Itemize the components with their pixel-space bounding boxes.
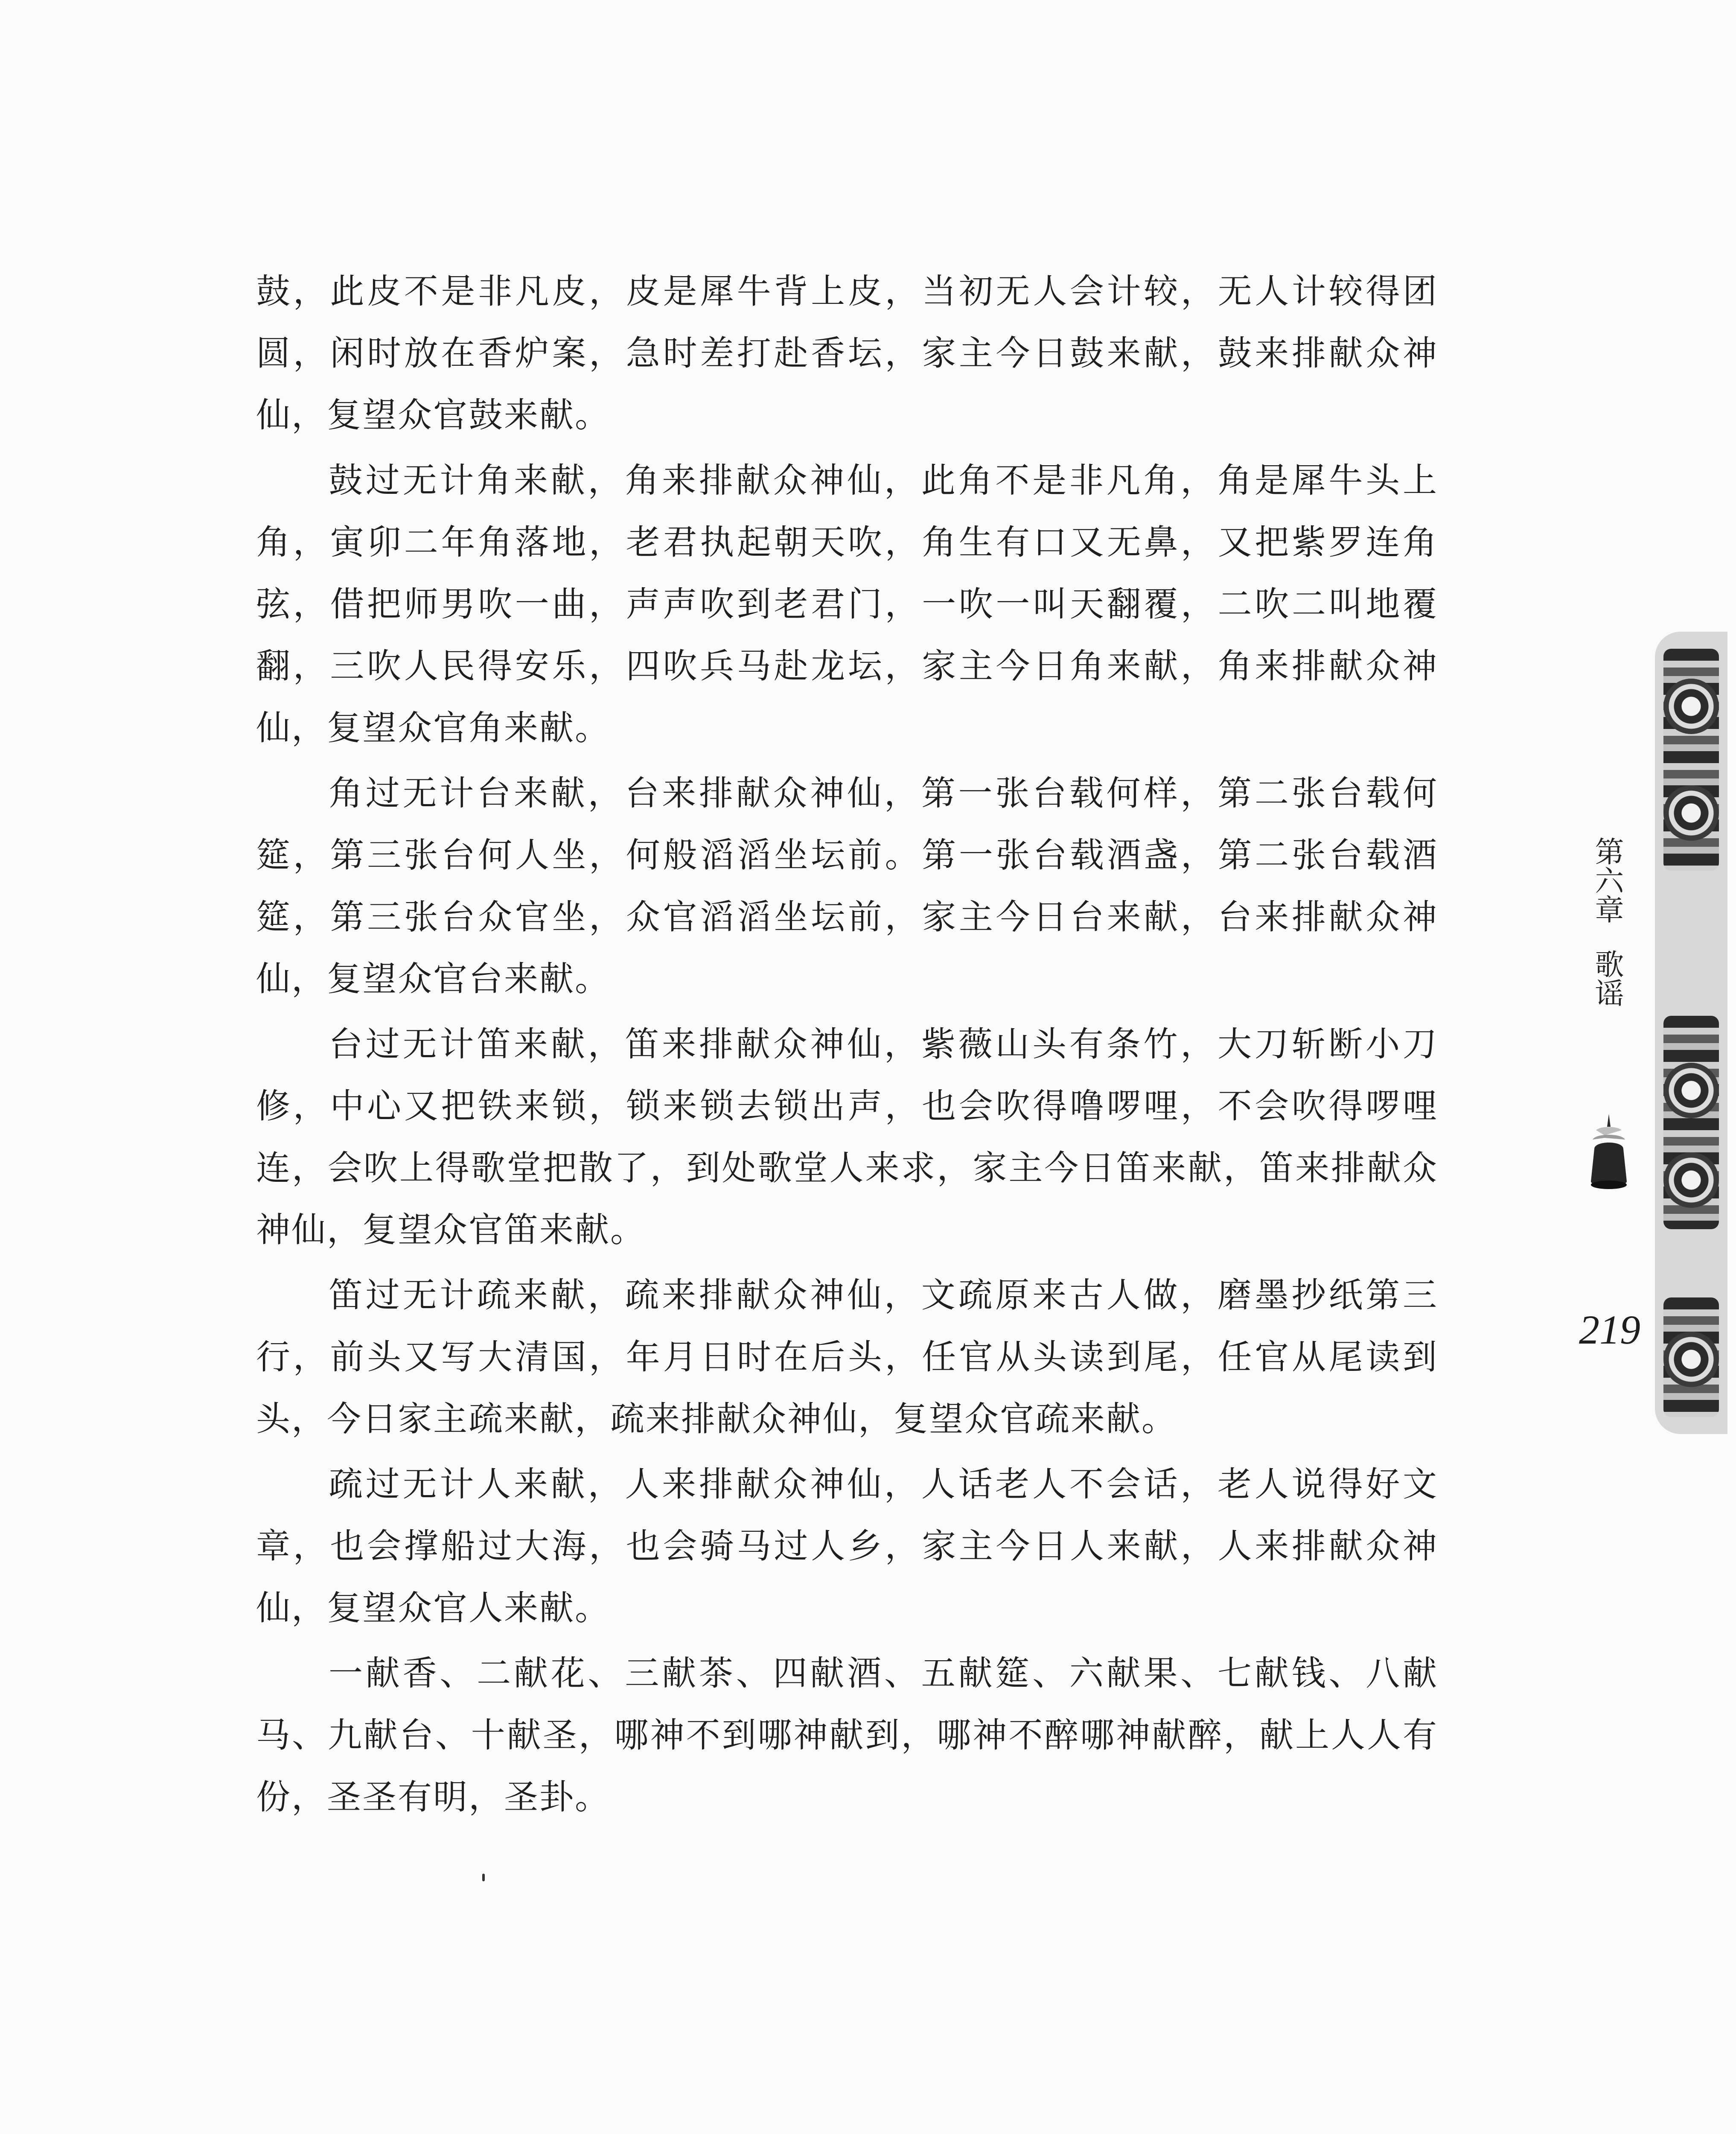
stray-mark [482,1874,485,1881]
paragraph-flute: 台过无计笛来献，笛来排献众神仙，紫薇山头有条竹，大刀斩断小刀修，中心又把铁来锁，锁来锁去锁出声，也会吹得噜啰哩，不会吹得啰哩连，会吹上得歌堂把散了，到处歌堂人来求，家主今日笛来献，笛来排献众神仙，复望众官笛来献。 [256,1024,1438,1250]
paragraph-continuation: 鼓，此皮不是非凡皮，皮是犀牛背上皮，当初无人会计较，无人计较得团圆，闲时放在香炉案，急时差打赴香坛，家主今日鼓来献，鼓来排献众神仙，复望众官鼓来献。 [256,271,1438,435]
paragraph-offerings: 一献香、二献花、三献茶、四献酒、五献筵、六献果、七献钱、八献马、九献台、十献圣，哪神不到哪神献到，哪神不醉哪神献醉，献上人人有份，圣圣有明，圣卦。 [256,1653,1438,1817]
ornament-medallion [1663,785,1719,841]
ornament-medallion [1663,679,1719,734]
page-number: 219 [1579,1307,1640,1353]
body-text [256,260,1438,1831]
section-title: 歌谣 [1590,949,1624,1007]
ornament-medallion [1663,1063,1719,1118]
paragraph-horn: 鼓过无计角来献，角来排献众神仙，此角不是非凡角，角是犀牛头上角，寅卯二年角落地，老君执起朝天吹，角生有口又无鼻，又把紫罗连角弦，借把师男吹一曲，声声吹到老君门，一吹一叫天翻覆，二吹二叫地覆翻，三吹人民得安乐，四吹兵马赴龙坛，家主今日角来献，角来排献众神仙，复望众官角来献。 [256,461,1438,748]
ornament-medallion [1663,1152,1719,1208]
paragraph-memorial: 笛过无计疏来献，疏来排献众神仙，文疏原来古人做，磨墨抄纸第三行，前头又写大清国，年月日时在后头，任官从头读到尾，任官从尾读到头，今日家主疏来献，疏来排献众神仙，复望众官疏来献。 [256,1275,1438,1439]
bell-icon [1579,1110,1639,1195]
ornament-medallion [1663,1332,1719,1387]
paragraph-person: 疏过无计人来献，人来排献众神仙，人话老人不会话，老人说得好文章，也会撑船过大海，也会骑马过人乡，家主今日人来献，人来排献众神仙，复望众官人来献。 [256,1464,1438,1628]
chapter-label [1583,837,1630,1007]
paragraph-table: 角过无计台来献，台来排献众神仙，第一张台载何样，第二张台载何筵，第三张台何人坐，何般滔滔坐坛前。第一张台载酒盏，第二张台载酒筵，第三张台众官坐，众官滔滔坐坛前，家主今日台来献，台来排献众神仙，复望众官台来献。 [256,773,1438,999]
chapter-title: 第六章 [1590,837,1624,924]
chapter-side-tab [1655,632,1727,1434]
